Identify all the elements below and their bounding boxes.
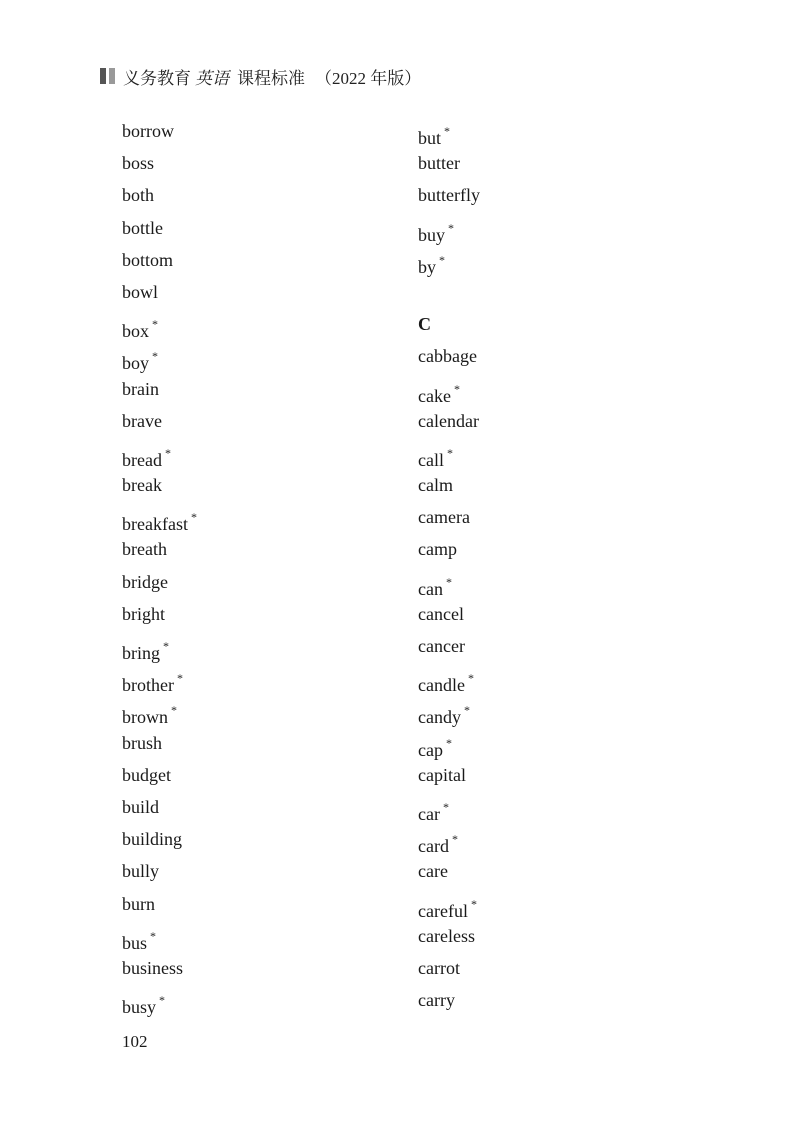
asterisk-mark: * <box>463 703 470 718</box>
section-letter <box>418 308 480 340</box>
vocabulary-word: brain <box>122 378 159 399</box>
asterisk-mark: * <box>176 671 183 686</box>
asterisk-mark: * <box>439 252 445 267</box>
vocabulary-word: capital <box>418 764 466 785</box>
asterisk-mark: * <box>152 317 158 332</box>
asterisk-mark: * <box>446 445 453 460</box>
header-suffix: 课程标准 <box>237 68 305 88</box>
vocabulary-item <box>418 566 480 598</box>
vocabulary-word: bottle <box>122 217 163 238</box>
vocabulary-item <box>418 405 480 437</box>
vocabulary-word: butter <box>418 153 460 174</box>
vocabulary-word: bus <box>122 932 148 953</box>
vocabulary-word: bright <box>122 603 165 624</box>
vocabulary-word: bowl <box>122 281 158 302</box>
vocabulary-item <box>122 405 197 437</box>
running-header <box>100 64 421 88</box>
blank-row <box>418 276 480 308</box>
vocabulary-word: brother <box>122 675 174 696</box>
asterisk-mark: * <box>467 671 474 686</box>
vocabulary-word: boy <box>122 353 149 374</box>
vocabulary-word: brown <box>122 707 168 728</box>
asterisk-mark: * <box>445 574 452 589</box>
vocabulary-item <box>122 340 197 372</box>
vocabulary-word: borrow <box>122 121 174 141</box>
vocabulary-item <box>122 308 197 340</box>
page-number: 102 <box>122 1032 148 1051</box>
vocabulary-item <box>418 179 480 211</box>
vocabulary-word: brave <box>122 410 162 431</box>
vocabulary-word: cancer <box>418 636 465 656</box>
vocabulary-word: card <box>418 836 449 857</box>
vocabulary-item <box>122 533 197 565</box>
vocabulary-item <box>418 888 480 920</box>
word-list-left-column <box>122 115 197 1016</box>
vocabulary-word: candle <box>418 675 465 696</box>
vocabulary-item <box>418 598 480 630</box>
vocabulary-item <box>122 212 197 244</box>
vocabulary-item <box>418 662 480 694</box>
vocabulary-word: box <box>122 321 149 342</box>
vocabulary-word: calm <box>418 475 453 496</box>
vocabulary-item <box>122 501 197 533</box>
asterisk-mark: * <box>159 993 166 1008</box>
vocabulary-item <box>418 469 480 501</box>
vocabulary-word: butterfly <box>418 185 480 206</box>
vocabulary-item <box>122 984 197 1016</box>
vocabulary-item <box>122 598 197 630</box>
vocabulary-item <box>122 244 197 276</box>
vocabulary-word: camp <box>418 539 457 560</box>
vocabulary-word: care <box>418 861 448 882</box>
vocabulary-word: call <box>418 449 444 470</box>
asterisk-mark: * <box>445 735 452 750</box>
word-list-right-column <box>418 115 480 1016</box>
vocabulary-item <box>122 276 197 308</box>
vocabulary-item <box>418 630 480 662</box>
vocabulary-word: careless <box>418 925 475 946</box>
vocabulary-item <box>418 759 480 791</box>
vocabulary-word: build <box>122 796 160 817</box>
vocabulary-item <box>122 179 197 211</box>
vocabulary-word: camera <box>418 507 470 528</box>
asterisk-mark: * <box>442 799 449 814</box>
vocabulary-item <box>418 340 480 372</box>
asterisk-mark: * <box>163 639 169 653</box>
vocabulary-word: carry <box>418 990 455 1011</box>
asterisk-mark: * <box>470 896 477 911</box>
vocabulary-word: brush <box>122 732 162 753</box>
vocabulary-item <box>418 694 480 726</box>
asterisk-mark: * <box>152 349 158 364</box>
vocabulary-item <box>122 469 197 501</box>
vocabulary-word: busy <box>122 997 157 1018</box>
vocabulary-word: bottom <box>122 249 174 270</box>
vocabulary-word: by <box>418 256 436 277</box>
vocabulary-word: building <box>122 829 183 850</box>
vocabulary-item <box>122 823 197 855</box>
vocabulary-word: careful <box>418 900 468 921</box>
vocabulary-item <box>122 855 197 887</box>
vocabulary-word: cancel <box>418 603 464 624</box>
vocabulary-word: but <box>418 128 442 148</box>
vocabulary-item <box>122 630 197 662</box>
vocabulary-item <box>122 727 197 759</box>
header-bar-dark <box>100 68 106 84</box>
vocabulary-item <box>418 533 480 565</box>
vocabulary-word: both <box>122 185 155 206</box>
asterisk-mark: * <box>451 832 458 847</box>
vocabulary-item <box>418 373 480 405</box>
header-subject: 英语 <box>195 68 229 88</box>
vocabulary-word: breath <box>122 539 167 560</box>
vocabulary-word: business <box>122 957 184 978</box>
vocabulary-item <box>122 791 197 823</box>
asterisk-mark: * <box>171 703 177 718</box>
vocabulary-word: break <box>122 475 162 496</box>
vocabulary-item <box>418 952 480 984</box>
vocabulary-word: bully <box>122 861 160 882</box>
vocabulary-item <box>122 888 197 920</box>
vocabulary-item <box>418 244 480 276</box>
vocabulary-word: candy <box>418 707 461 728</box>
vocabulary-item <box>418 501 480 533</box>
vocabulary-item <box>418 147 480 179</box>
vocabulary-word: carrot <box>418 957 460 978</box>
asterisk-mark: * <box>190 510 197 525</box>
vocabulary-word: budget <box>122 764 171 785</box>
header-bar-marks <box>100 68 115 84</box>
vocabulary-item <box>122 759 197 791</box>
asterisk-mark: * <box>150 928 157 943</box>
vocabulary-word: bridge <box>122 571 168 592</box>
vocabulary-word: cabbage <box>418 346 477 367</box>
vocabulary-word: cap <box>418 739 443 760</box>
vocabulary-item <box>418 727 480 759</box>
vocabulary-item <box>418 791 480 823</box>
vocabulary-item <box>122 115 197 147</box>
vocabulary-word: burn <box>122 893 155 914</box>
vocabulary-item <box>122 694 197 726</box>
vocabulary-word: cake <box>418 385 451 406</box>
vocabulary-item <box>122 952 197 984</box>
vocabulary-item <box>122 147 197 179</box>
vocabulary-word: car <box>418 803 440 824</box>
vocabulary-word: breakfast <box>122 514 188 535</box>
asterisk-mark: * <box>448 220 454 235</box>
asterisk-mark: * <box>444 124 451 138</box>
vocabulary-item <box>418 115 480 147</box>
vocabulary-item <box>418 212 480 244</box>
vocabulary-word: boss <box>122 153 155 174</box>
vocabulary-word: bread <box>122 449 162 470</box>
vocabulary-item <box>418 984 480 1016</box>
vocabulary-item <box>122 373 197 405</box>
vocabulary-word: can <box>418 578 443 599</box>
vocabulary-item <box>418 437 480 469</box>
header-bar-light <box>109 68 115 84</box>
vocabulary-item <box>418 920 480 952</box>
asterisk-mark: * <box>164 445 171 460</box>
header-prefix: 义务教育 <box>123 68 191 88</box>
vocabulary-item <box>122 437 197 469</box>
vocabulary-word: calendar <box>418 410 479 431</box>
vocabulary-item <box>122 662 197 694</box>
vocabulary-word: bring <box>122 643 160 663</box>
vocabulary-item <box>418 855 480 887</box>
asterisk-mark: * <box>453 381 460 396</box>
section-letter-text: C <box>418 314 431 335</box>
vocabulary-item <box>122 566 197 598</box>
header-edition: （2022 年版） <box>315 68 422 88</box>
vocabulary-word: buy <box>418 224 445 245</box>
vocabulary-item <box>122 920 197 952</box>
vocabulary-item <box>418 823 480 855</box>
